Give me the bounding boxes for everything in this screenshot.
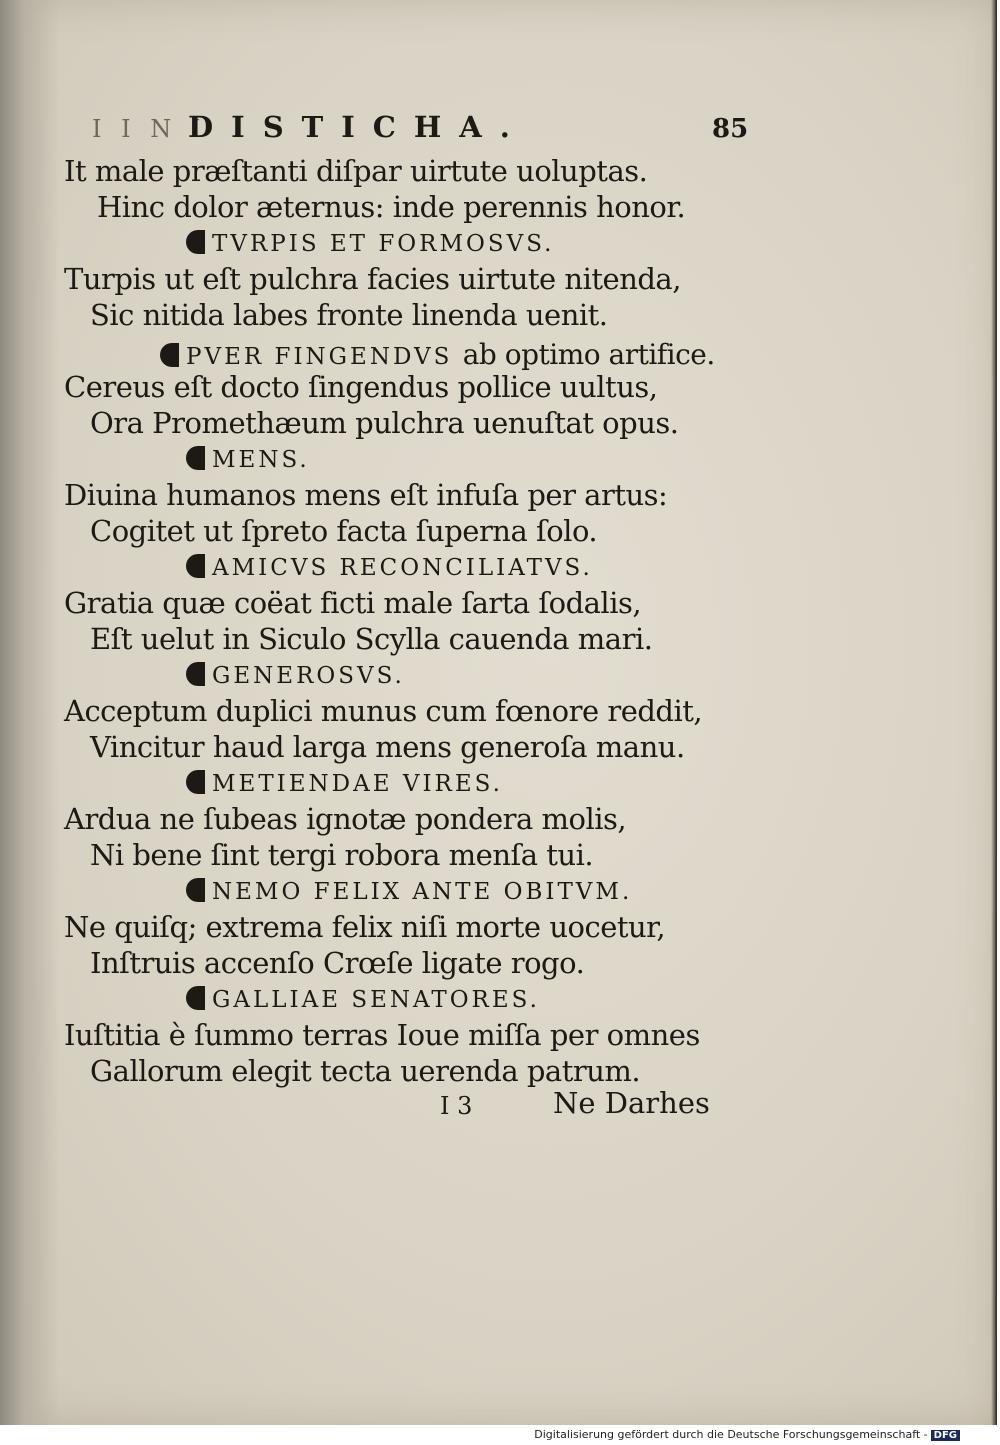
poem-heading: TVRPIS ET FORMOSVS. [186, 230, 555, 257]
signature-mark: I 3 [440, 1092, 473, 1120]
dfg-logo: DFG [931, 1430, 960, 1441]
verse-line: Cereus eſt docto ſingendus pollice uultus, [64, 370, 658, 404]
verse-line: Ne quiſq; extrema felix niſi morte uocetur, [64, 910, 666, 944]
verse-line: Ardua ne ſubeas ignotæ pondera molis, [64, 802, 627, 836]
footer-text: Digitalisierung gefördert durch die Deutsche Forschungsgemeinschaft - [534, 1428, 928, 1441]
poem-heading: GALLIAE SENATORES. [186, 986, 540, 1013]
poem-heading: NEMO FELIX ANTE OBITVM. [186, 878, 632, 905]
pilcrow-icon [160, 343, 182, 367]
verse-line: Inſtruis accenſo Crœſe ligate rogo. [90, 946, 585, 980]
verse-line: Gallorum elegit tecta uerenda patrum. [90, 1054, 641, 1088]
verse-line: Hinc dolor æternus: inde perennis honor. [97, 190, 686, 224]
pilcrow-icon [186, 446, 208, 470]
verse-line: Ni bene ſint tergi robora menſa tui. [90, 838, 594, 872]
verse-line: Sic nitida labes fronte linenda uenit. [90, 298, 608, 332]
pilcrow-icon [186, 878, 208, 902]
verse-line: Cogitet ut ſpreto facta ſuperna ſolo. [90, 514, 598, 548]
verse-line: It male præſtanti diſpar uirtute uoluptas. [64, 154, 648, 188]
verse-line: Iuſtitia è ſummo terras Ioue miſſa per omnes [64, 1018, 700, 1052]
pilcrow-icon [186, 770, 208, 794]
poem-heading: PVER FINGENDVS ab optimo artifice. [160, 338, 715, 371]
pilcrow-icon [186, 986, 208, 1010]
funding-footer [534, 1428, 960, 1441]
catchword: Ne Darhes [553, 1086, 710, 1120]
show-through-text: I I N I [92, 115, 207, 143]
running-head-title: DISTICHA. [188, 110, 528, 144]
poem-heading: AMICVS RECONCILIATVS. [186, 554, 593, 581]
page-number: 85 [712, 114, 749, 144]
verse-line: Eſt uelut in Siculo Scylla cauenda mari. [90, 622, 653, 656]
verse-line: Ora Promethæum pulchra uenuſtat opus. [90, 406, 679, 440]
pilcrow-icon [186, 662, 208, 686]
verse-line: Gratia quæ coëat ficti male ſarta ſodalis, [64, 586, 642, 620]
pilcrow-icon [186, 230, 208, 254]
verse-line: Acceptum duplici munus cum fœnore reddit, [64, 694, 703, 728]
verse-line: Vincitur haud larga mens generoſa manu. [90, 730, 685, 764]
pilcrow-icon [186, 554, 208, 578]
poem-heading: GENEROSVS. [186, 662, 405, 689]
poem-heading: METIENDAE VIRES. [186, 770, 503, 797]
verse-line: Turpis ut eſt pulchra facies uirtute nitenda, [64, 262, 681, 296]
verse-line: Diuina humanos mens eſt infuſa per artus: [64, 478, 668, 512]
poem-heading: MENS. [186, 446, 310, 473]
